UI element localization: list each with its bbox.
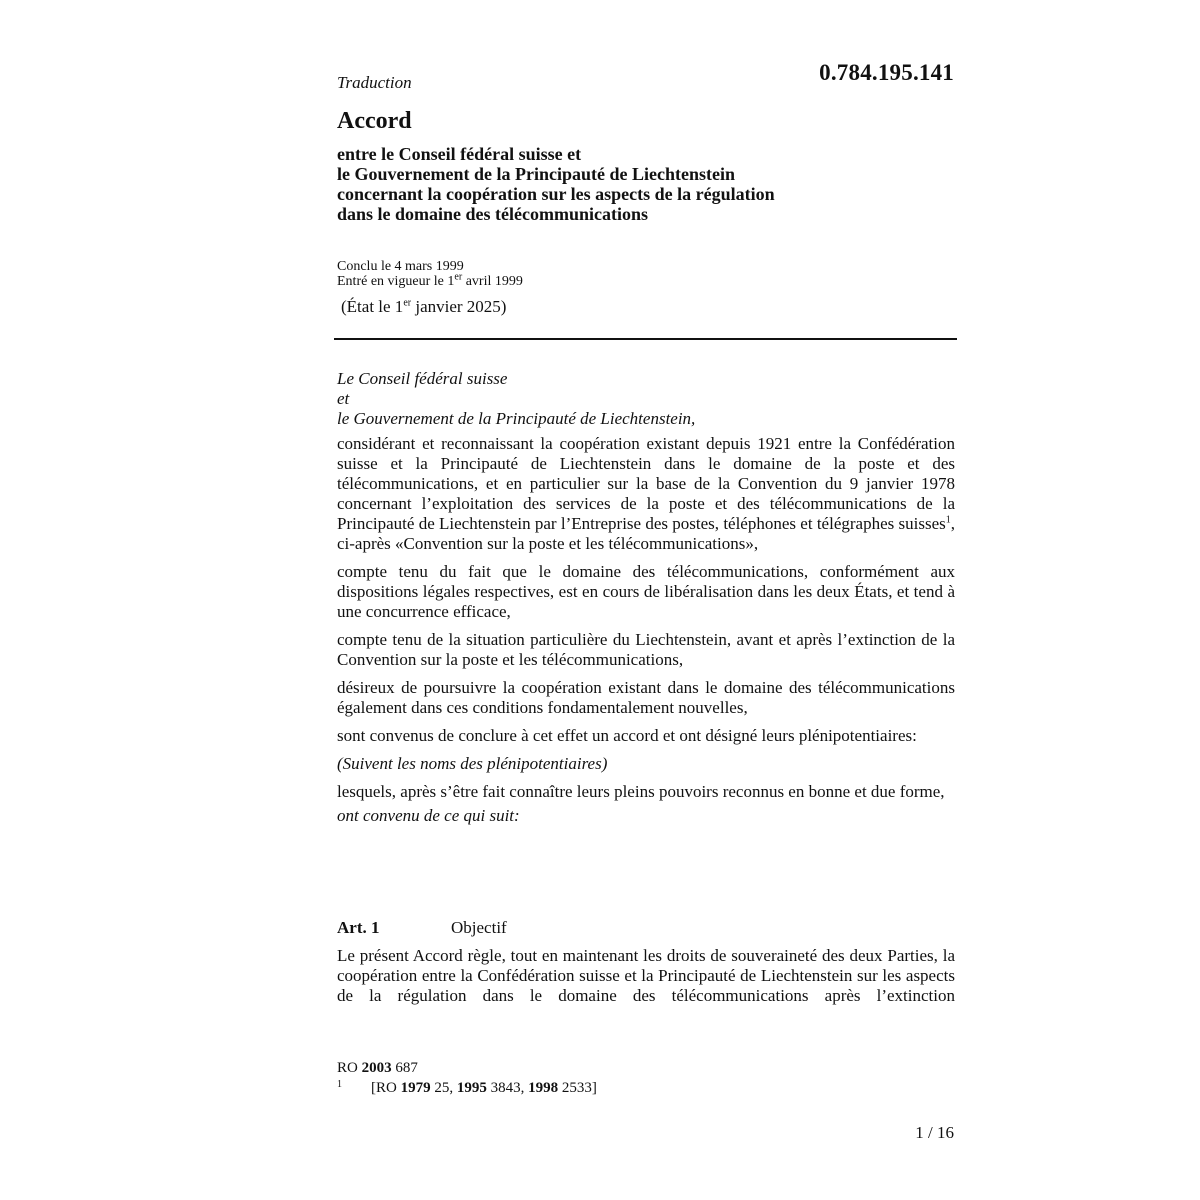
preamble-paragraph: sont convenus de conclure à cet effet un accord et ont désigné leurs plénipotentiaires: — [337, 726, 917, 745]
party-line: et — [337, 389, 350, 408]
footnote-number: 1 — [337, 1079, 342, 1090]
sr-number: 0.784.195.141 — [819, 60, 954, 85]
article-number: Art. 1 — [337, 918, 380, 937]
preamble — [337, 369, 955, 834]
preamble-paragraph: compte tenu du fait que le domaine des télécommunications, conformément aux dispositions légales respectives, est en cours de libéralisation dans les deux États, et tend à une concurrence efficace, — [337, 562, 955, 621]
preamble-considering: considérant et reconnaissant la coopération existant depuis 1921 entre la Confédération suisse et la Principauté de Liechtenstein dans le domaine de la poste et des télécommunications, et en particulier sur la base de la Convention du 9 janvier 1978 concernant l’exploitation des services de la poste et des télécommunications de la Principauté de Liechtenstein par l’Entreprise des postes, téléphones et télégraphes suisses$^1$, ci-après «Convention sur la poste et les télécommunications», — [337, 434, 955, 553]
date-block — [337, 259, 523, 289]
article-heading — [337, 918, 507, 938]
preamble-paragraph: compte tenu de la situation particulière du Liechtenstein, avant et après l’extinction de la Convention sur la poste et les télécommunications, — [337, 630, 955, 669]
preamble-powers: lesquels, après s’être fait connaître leurs pleins pouvoirs reconnus en bonne et due forme, — [337, 782, 945, 801]
concluded-date: Conclu le 4 mars 1999 — [337, 259, 464, 274]
preamble-paragraph: désireux de poursuivre la coopération existant dans le domaine des télécommunications également dans ces conditions fondamentalement nouvelles, — [337, 678, 955, 717]
ro-reference: RO 2003 687 — [337, 1060, 418, 1076]
preamble-agreed: ont convenu de ce qui suit: — [337, 806, 520, 825]
document-title: Accord — [337, 108, 412, 134]
state-date: (État le 1er janvier 2025) — [341, 297, 507, 316]
document-subtitle — [337, 144, 937, 224]
subtitle-line: dans le domaine des télécommunications — [337, 204, 649, 224]
document-page — [337, 0, 957, 1200]
footnote-reference[interactable]: 1 — [945, 514, 951, 526]
party-line: le Gouvernement de la Principauté de Liechtenstein, — [337, 409, 696, 428]
party-line: Le Conseil fédéral suisse — [337, 369, 508, 388]
subtitle-line: concernant la coopération sur les aspects de la régulation — [337, 184, 775, 204]
subtitle-line: le Gouvernement de la Principauté de Liechtenstein — [337, 164, 735, 184]
preamble-parties — [337, 369, 955, 429]
article-title: Objectif — [451, 918, 507, 937]
plenipotentiaries-note: (Suivent les noms des plénipotentiaires) — [337, 754, 608, 773]
entry-into-force-date: Entré en vigueur le 1er avril 1999 — [337, 271, 523, 289]
page-number: 1 / 16 — [915, 1123, 954, 1142]
header-divider — [334, 338, 957, 340]
article-text: Le présent Accord règle, tout en maintenant les droits de souveraineté des deux Parties, la coopération entre la Confédération suisse et la Principauté de Liechtenstein sur les aspects de la régulation dans le domaine des télécommunications après l’extinction — [337, 946, 955, 1005]
footnotes — [337, 1058, 597, 1098]
footnote-1: 1 [RO 1979 25, 1995 3843, 1998 2533] — [337, 1079, 597, 1096]
subtitle-line: entre le Conseil fédéral suisse et — [337, 144, 582, 164]
translation-label: Traduction — [337, 73, 412, 92]
